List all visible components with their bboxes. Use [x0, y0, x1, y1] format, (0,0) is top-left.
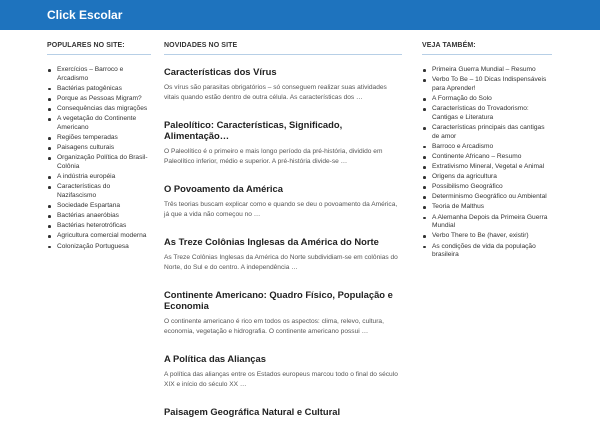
post-excerpt: As Treze Colônias Inglesas da América do Norte subdividiam-se em colônias do Norte, do Sul e do centro. A independência …	[164, 254, 398, 271]
see-also-link[interactable]: Verbo There to Be (haver, existir)	[432, 232, 529, 240]
see-also-link[interactable]: Extrativismo Mineral, Vegetal e Animal	[432, 163, 545, 171]
post-item	[164, 353, 402, 390]
list-item	[47, 212, 151, 221]
see-also-link[interactable]: Possibilismo Geográfico	[432, 183, 503, 191]
sidebar-see-also	[422, 42, 552, 261]
post-item	[164, 406, 402, 417]
post-title-link[interactable]: Continente Americano: Quadro Físico, População e Economia	[164, 289, 393, 311]
sidebar-popular	[47, 42, 151, 253]
see-also-widget-title: VEJA TAMBÉM:	[422, 42, 552, 55]
list-item	[422, 66, 552, 75]
list-item	[422, 193, 552, 202]
list-item	[422, 232, 552, 241]
post-title-link[interactable]: O Povoamento da América	[164, 183, 283, 194]
post-excerpt: Três teorias buscam explicar como e quando se deu o povoamento da América, já que a vida não começou no …	[164, 201, 398, 218]
list-item	[422, 153, 552, 162]
main-section-title: NOVIDADES NO SITE	[164, 42, 402, 55]
popular-link[interactable]: Colonização Portuguesa	[57, 242, 129, 250]
post-excerpt: A política das alianças entre os Estados europeus marcou todo o final do século XIX e início do século XX …	[164, 371, 398, 388]
post-item	[164, 66, 402, 103]
list-item	[422, 143, 552, 152]
list-item	[47, 183, 151, 201]
post-title-link[interactable]: Paleolítico: Características, Significado, Alimentação…	[164, 119, 343, 141]
popular-link[interactable]: Porque as Pessoas Migram?	[57, 94, 142, 102]
post-title-link[interactable]: Características dos Vírus	[164, 66, 277, 77]
see-also-link[interactable]: Características do Trovadorismo: Cantigas e Literatura	[432, 105, 529, 121]
popular-widget-title: POPULARES NO SITE:	[47, 42, 151, 55]
main-content	[164, 42, 402, 433]
popular-link[interactable]: Regiões temperadas	[57, 134, 118, 142]
post-excerpt: O continente americano é rico em todos os aspectos: clima, relevo, cultura, economia, vegetação e hidrografia. O continente americano possui …	[164, 318, 384, 335]
list-item	[422, 173, 552, 182]
list-item	[47, 66, 151, 84]
post-item	[164, 289, 402, 337]
site-header	[0, 0, 600, 30]
list-item	[422, 214, 552, 232]
post-title-link[interactable]: Paisagem Geográfica Natural e Cultural	[164, 406, 341, 417]
list-item	[47, 202, 151, 211]
list-item	[422, 124, 552, 142]
popular-link[interactable]: Exercícios – Barroco e Arcadismo	[57, 66, 124, 82]
list-item	[47, 115, 151, 133]
list-item	[422, 95, 552, 104]
post-title-link[interactable]: As Treze Colônias Inglesas da América do Norte	[164, 236, 379, 247]
popular-link[interactable]: Bactérias anaeróbias	[57, 212, 119, 220]
list-item	[47, 144, 151, 153]
post-excerpt: O Paleolítico é o primeiro e mais longo período da pré-história, dividido em Paleolítico inferior, médio e superior. A pré-história divide-se …	[164, 148, 383, 165]
site-title-link[interactable]: Click Escolar	[47, 8, 123, 22]
popular-link[interactable]: Agricultura comercial moderna	[57, 232, 147, 240]
see-also-link[interactable]: Determinismo Geográfico ou Ambiental	[432, 193, 547, 201]
list-item	[47, 134, 151, 143]
list-item	[47, 222, 151, 231]
see-also-link[interactable]: As condições de vida da população brasileira	[432, 242, 536, 259]
post-item	[164, 119, 402, 167]
see-also-link[interactable]: Primeira Guerra Mundial – Resumo	[432, 66, 536, 73]
list-item	[422, 243, 552, 261]
popular-link[interactable]: A vegetação do Continente Americano	[57, 115, 137, 131]
popular-link[interactable]: Consequências das migrações	[57, 105, 148, 113]
popular-link[interactable]: Paisagens culturais	[57, 144, 115, 152]
popular-link[interactable]: A indústria européia	[57, 173, 116, 181]
popular-link[interactable]: Bactérias heterotróficas	[57, 222, 127, 230]
popular-link[interactable]: Características do Nazifascismo	[57, 183, 111, 200]
list-item	[47, 105, 151, 114]
list-item	[422, 203, 552, 212]
list-item	[422, 105, 552, 123]
see-also-link[interactable]: A Formação do Solo	[432, 94, 492, 102]
popular-link[interactable]: Sociedade Espartana	[57, 202, 121, 210]
post-item	[164, 236, 402, 273]
list-item	[422, 183, 552, 192]
see-also-link[interactable]: Teoria de Malthus	[432, 203, 485, 211]
post-item	[164, 183, 402, 220]
see-also-list	[422, 66, 552, 260]
list-item	[422, 163, 552, 172]
see-also-link[interactable]: A Alemanha Depois da Primeira Guerra Mundial	[432, 213, 548, 230]
list-item	[47, 243, 151, 252]
see-also-link[interactable]: Características principais das cantigas de amor	[432, 123, 545, 140]
popular-link[interactable]: Bactérias patogênicas	[57, 84, 122, 92]
list-item	[47, 95, 151, 104]
list-item	[422, 76, 552, 94]
post-title-link[interactable]: A Política das Alianças	[164, 353, 266, 364]
popular-link[interactable]: Organização Política do Brasil-Colônia	[57, 154, 148, 171]
see-also-link[interactable]: Origens da agricultura	[432, 173, 497, 181]
see-also-link[interactable]: Verbo To Be – 10 Dicas Indispensáveis para Aprender!	[432, 76, 547, 92]
see-also-link[interactable]: Continente Africano – Resumo	[432, 152, 522, 160]
list-item	[47, 232, 151, 241]
see-also-link[interactable]: Barroco e Arcadismo	[432, 142, 494, 150]
list-item	[47, 173, 151, 182]
list-item	[47, 154, 151, 172]
list-item	[47, 85, 151, 94]
popular-list	[47, 66, 151, 251]
post-excerpt: Os vírus são parasitas obrigatórios – só conseguem realizar suas atividades vitais quando estão dentro de outra célula. As características dos …	[164, 84, 387, 101]
